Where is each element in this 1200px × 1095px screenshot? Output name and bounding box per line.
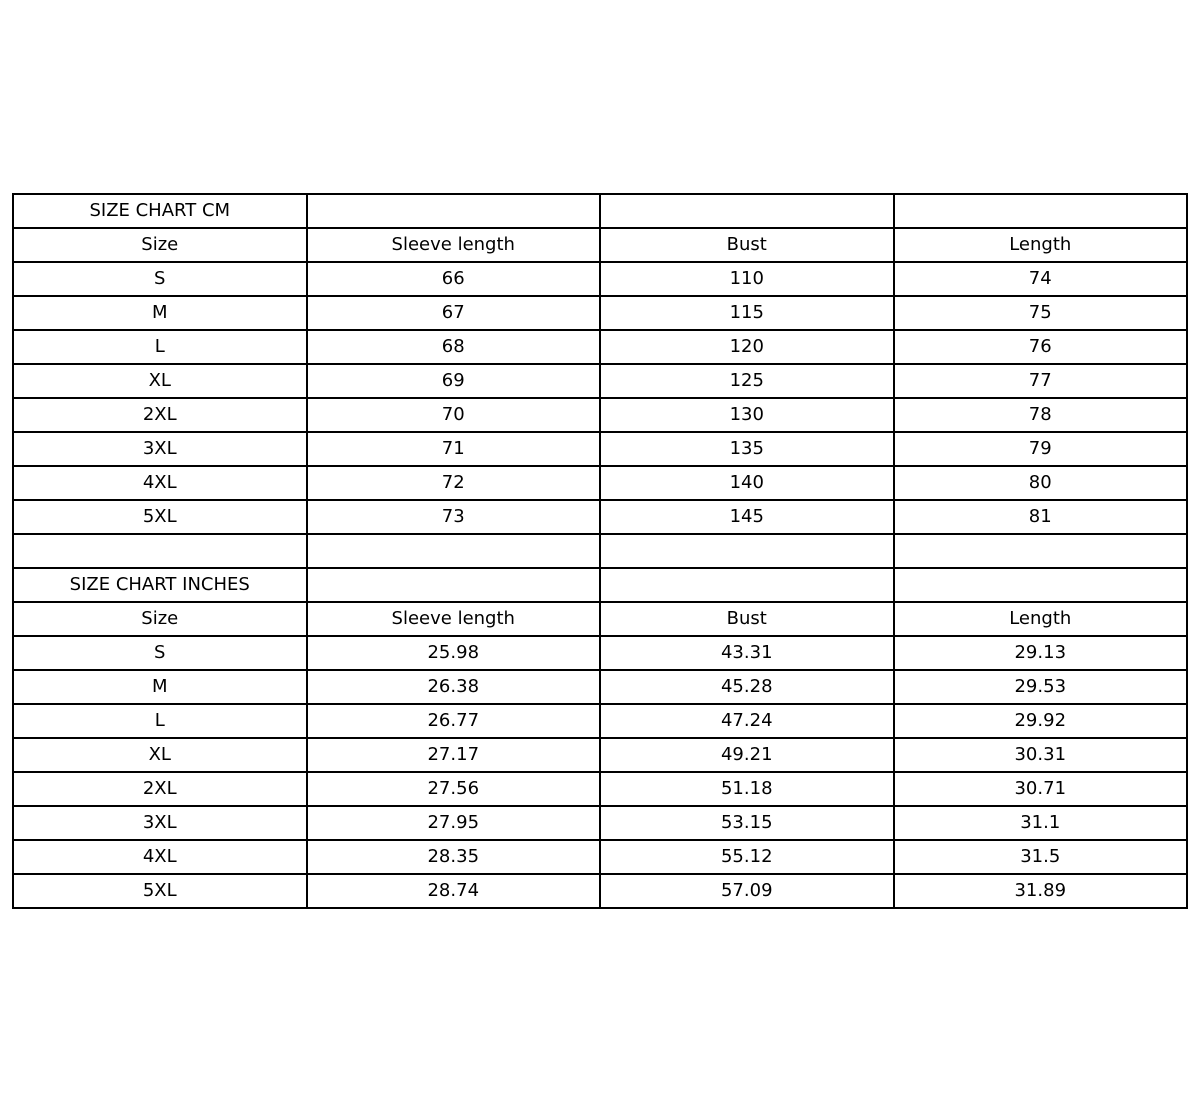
table-cell: 29.53 — [894, 670, 1188, 704]
table-row — [13, 466, 1187, 500]
table-cell: 27.95 — [307, 806, 601, 840]
table-cell: 73 — [307, 500, 601, 534]
table-row — [13, 296, 1187, 330]
table-cell: 5XL — [13, 500, 307, 534]
table-cell: 81 — [894, 500, 1188, 534]
empty-cell — [600, 534, 894, 568]
table-cell: 55.12 — [600, 840, 894, 874]
empty-cell — [894, 534, 1188, 568]
table-cell: 115 — [600, 296, 894, 330]
table-cell: 75 — [894, 296, 1188, 330]
table-cell: 76 — [894, 330, 1188, 364]
table-cell: 29.13 — [894, 636, 1188, 670]
table-cell: 31.89 — [894, 874, 1188, 908]
table-cell: 2XL — [13, 772, 307, 806]
table-row — [13, 398, 1187, 432]
table-row — [13, 806, 1187, 840]
size-chart-table — [12, 193, 1188, 909]
table-cell: 72 — [307, 466, 601, 500]
table-row — [13, 636, 1187, 670]
table-cell: 4XL — [13, 840, 307, 874]
column-header: Sleeve length — [307, 602, 601, 636]
table-cell: 78 — [894, 398, 1188, 432]
table-cell: 66 — [307, 262, 601, 296]
table-cell: 25.98 — [307, 636, 601, 670]
empty-cell — [307, 568, 601, 602]
table-row — [13, 364, 1187, 398]
empty-cell — [600, 568, 894, 602]
table-cell: 130 — [600, 398, 894, 432]
column-header: Sleeve length — [307, 228, 601, 262]
inch-chart-title: SIZE CHART INCHES — [13, 568, 307, 602]
table-cell: 3XL — [13, 806, 307, 840]
empty-cell — [307, 534, 601, 568]
table-cell: 110 — [600, 262, 894, 296]
table-cell: 145 — [600, 500, 894, 534]
table-row — [13, 738, 1187, 772]
table-cell: 140 — [600, 466, 894, 500]
table-cell: 68 — [307, 330, 601, 364]
spacer-row — [13, 534, 1187, 568]
table-cell: 71 — [307, 432, 601, 466]
inch-header-row — [13, 602, 1187, 636]
table-cell: 43.31 — [600, 636, 894, 670]
table-cell: XL — [13, 738, 307, 772]
empty-cell — [894, 568, 1188, 602]
table-cell: M — [13, 670, 307, 704]
table-cell: 53.15 — [600, 806, 894, 840]
column-header: Size — [13, 602, 307, 636]
table-cell: 77 — [894, 364, 1188, 398]
column-header: Length — [894, 602, 1188, 636]
table-cell: L — [13, 330, 307, 364]
empty-cell — [600, 194, 894, 228]
table-row — [13, 432, 1187, 466]
table-cell: 27.56 — [307, 772, 601, 806]
table-row — [13, 874, 1187, 908]
table-cell: 31.5 — [894, 840, 1188, 874]
table-cell: 31.1 — [894, 806, 1188, 840]
inch-title-row — [13, 568, 1187, 602]
table-row — [13, 704, 1187, 738]
table-cell: 125 — [600, 364, 894, 398]
column-header: Bust — [600, 228, 894, 262]
table-row — [13, 500, 1187, 534]
table-cell: 26.38 — [307, 670, 601, 704]
cm-chart-title: SIZE CHART CM — [13, 194, 307, 228]
table-cell: S — [13, 636, 307, 670]
table-cell: 135 — [600, 432, 894, 466]
table-cell: 79 — [894, 432, 1188, 466]
column-header: Bust — [600, 602, 894, 636]
table-cell: 74 — [894, 262, 1188, 296]
table-cell: 2XL — [13, 398, 307, 432]
table-cell: 29.92 — [894, 704, 1188, 738]
table-row — [13, 670, 1187, 704]
table-row — [13, 262, 1187, 296]
table-cell: 27.17 — [307, 738, 601, 772]
table-row — [13, 330, 1187, 364]
table-cell: 5XL — [13, 874, 307, 908]
table-cell: 28.74 — [307, 874, 601, 908]
empty-cell — [13, 534, 307, 568]
table-cell: 70 — [307, 398, 601, 432]
table-cell: 28.35 — [307, 840, 601, 874]
table-cell: XL — [13, 364, 307, 398]
size-chart-body — [13, 194, 1187, 908]
table-cell: 30.31 — [894, 738, 1188, 772]
table-cell: 30.71 — [894, 772, 1188, 806]
table-cell: 57.09 — [600, 874, 894, 908]
table-cell: L — [13, 704, 307, 738]
table-cell: 120 — [600, 330, 894, 364]
empty-cell — [307, 194, 601, 228]
table-cell: M — [13, 296, 307, 330]
cm-title-row — [13, 194, 1187, 228]
table-cell: 26.77 — [307, 704, 601, 738]
table-cell: 45.28 — [600, 670, 894, 704]
table-cell: 80 — [894, 466, 1188, 500]
cm-header-row — [13, 228, 1187, 262]
table-cell: 47.24 — [600, 704, 894, 738]
column-header: Length — [894, 228, 1188, 262]
table-cell: 51.18 — [600, 772, 894, 806]
empty-cell — [894, 194, 1188, 228]
table-cell: 49.21 — [600, 738, 894, 772]
table-cell: 3XL — [13, 432, 307, 466]
table-cell: 69 — [307, 364, 601, 398]
table-cell: 4XL — [13, 466, 307, 500]
table-cell: 67 — [307, 296, 601, 330]
table-cell: S — [13, 262, 307, 296]
column-header: Size — [13, 228, 307, 262]
table-row — [13, 840, 1187, 874]
table-row — [13, 772, 1187, 806]
